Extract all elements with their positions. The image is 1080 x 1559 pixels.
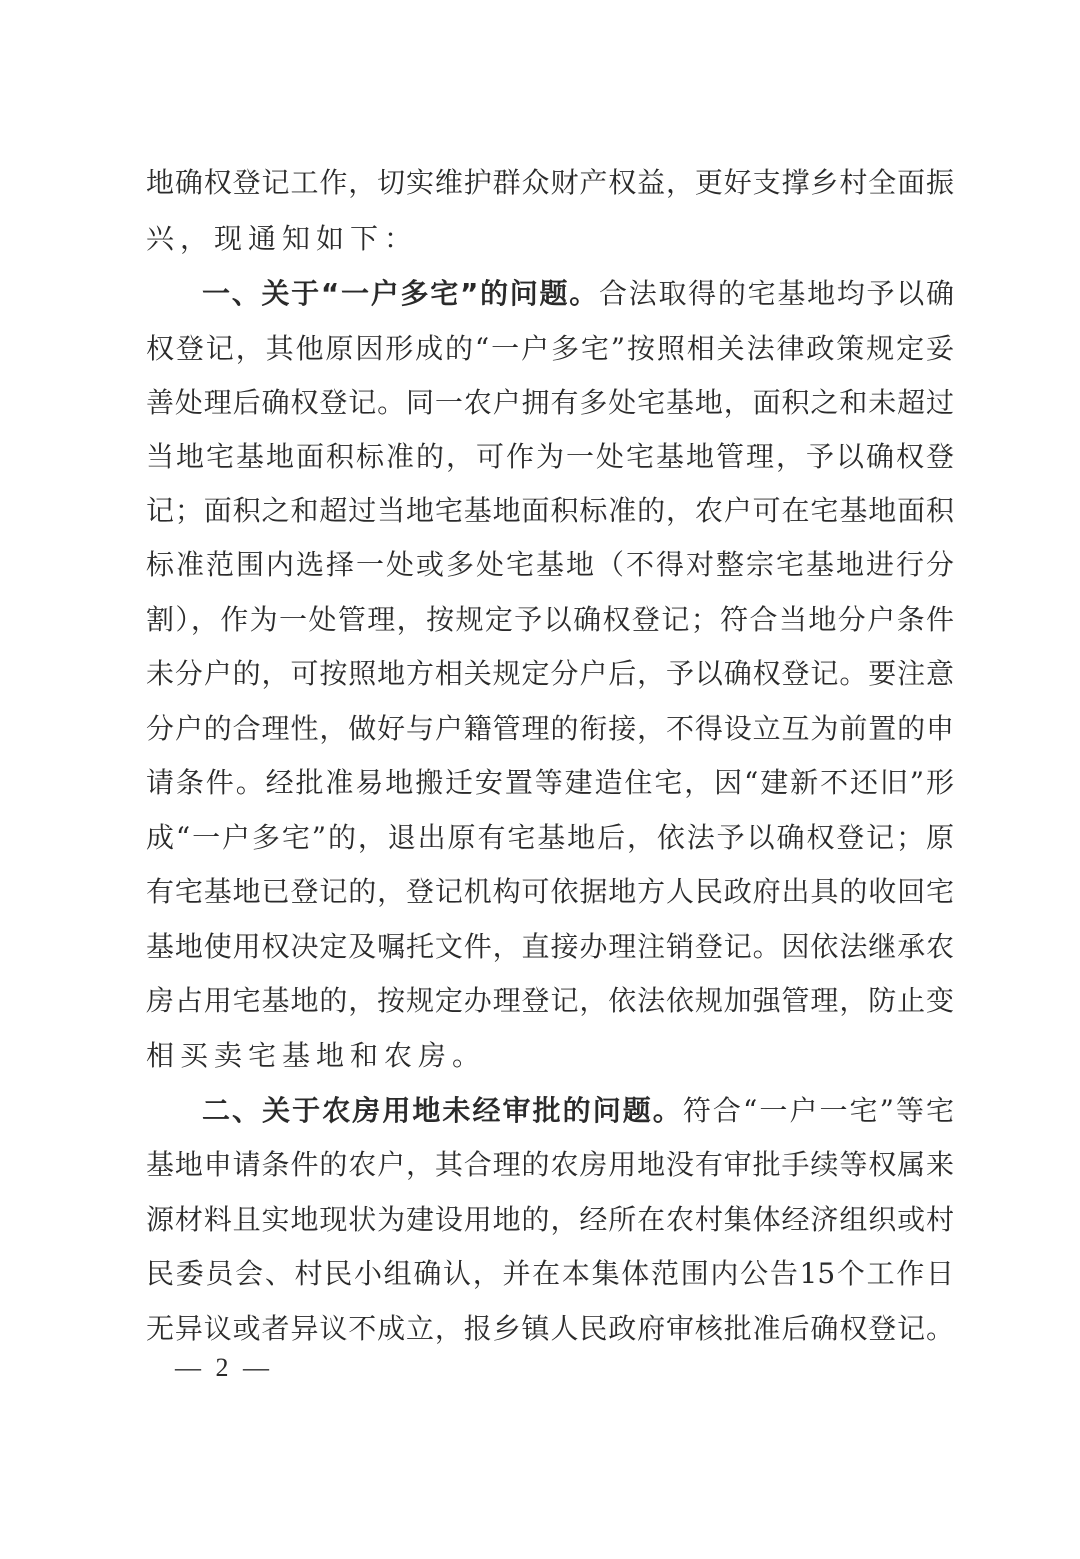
body-line: 民委员会、村民小组确认，并在本集体范围内公告15个工作日	[146, 1257, 954, 1290]
body-line: 成“一户多宅”的，退出原有宅基地后，依法予以确权登记；原	[146, 821, 954, 854]
body-line: 源材料且实地现状为建设用地的，经所在农村集体经济组织或村	[146, 1203, 954, 1236]
body-line: 善处理后确权登记。同一农户拥有多处宅基地，面积之和未超过	[146, 386, 954, 419]
section-2-heading: 二、关于农房用地未经审批的问题。	[202, 1094, 683, 1127]
body-line: 兴，现通知如下：	[146, 222, 419, 255]
body-line: 请条件。经批准易地搬迁安置等建造住宅，因“建新不还旧”形	[146, 766, 954, 799]
body-line: 未分户的，可按照地方相关规定分户后，予以确权登记。要注意	[146, 657, 954, 690]
body-line: 基地使用权决定及嘱托文件，直接办理注销登记。因依法继承农	[146, 930, 954, 963]
section-1-heading: 一、关于“一户多宅”的问题。	[202, 277, 599, 310]
body-line: 当地宅基地面积标准的，可作为一处宅基地管理，予以确权登	[146, 440, 954, 473]
body-line: 有宅基地已登记的，登记机构可依据地方人民政府出具的收回宅	[146, 875, 954, 908]
body-line: 基地申请条件的农户，其合理的农房用地没有审批手续等权属来	[146, 1148, 954, 1181]
body-line: 房占用宅基地的，按规定办理登记，依法依规加强管理，防止变	[146, 984, 954, 1017]
body-line: 标准范围内选择一处或多处宅基地（不得对整宗宅基地进行分	[146, 548, 954, 581]
page-number: — 2 —	[175, 1353, 273, 1382]
body-line: 地确权登记工作，切实维护群众财产权益，更好支撑乡村全面振	[146, 166, 954, 199]
section-2-text: 符合“一户一宅”等宅	[682, 1094, 954, 1127]
section-1-text: 合法取得的宅基地均予以确	[598, 277, 954, 310]
section-1-paragraph-start	[202, 266, 954, 322]
section-2-paragraph-start	[202, 1083, 954, 1139]
body-line: 无异议或者异议不成立，报乡镇人民政府审核批准后确权登记。	[146, 1312, 954, 1345]
body-line: 割），作为一处管理，按规定予以确权登记；符合当地分户条件	[146, 603, 954, 636]
body-line: 相买卖宅基地和农房。	[146, 1039, 487, 1072]
body-line: 记；面积之和超过当地宅基地面积标准的，农户可在宅基地面积	[146, 494, 954, 527]
body-line: 权登记，其他原因形成的“一户多宅”按照相关法律政策规定妥	[146, 332, 954, 365]
body-line: 分户的合理性，做好与户籍管理的衔接，不得设立互为前置的申	[146, 712, 954, 745]
